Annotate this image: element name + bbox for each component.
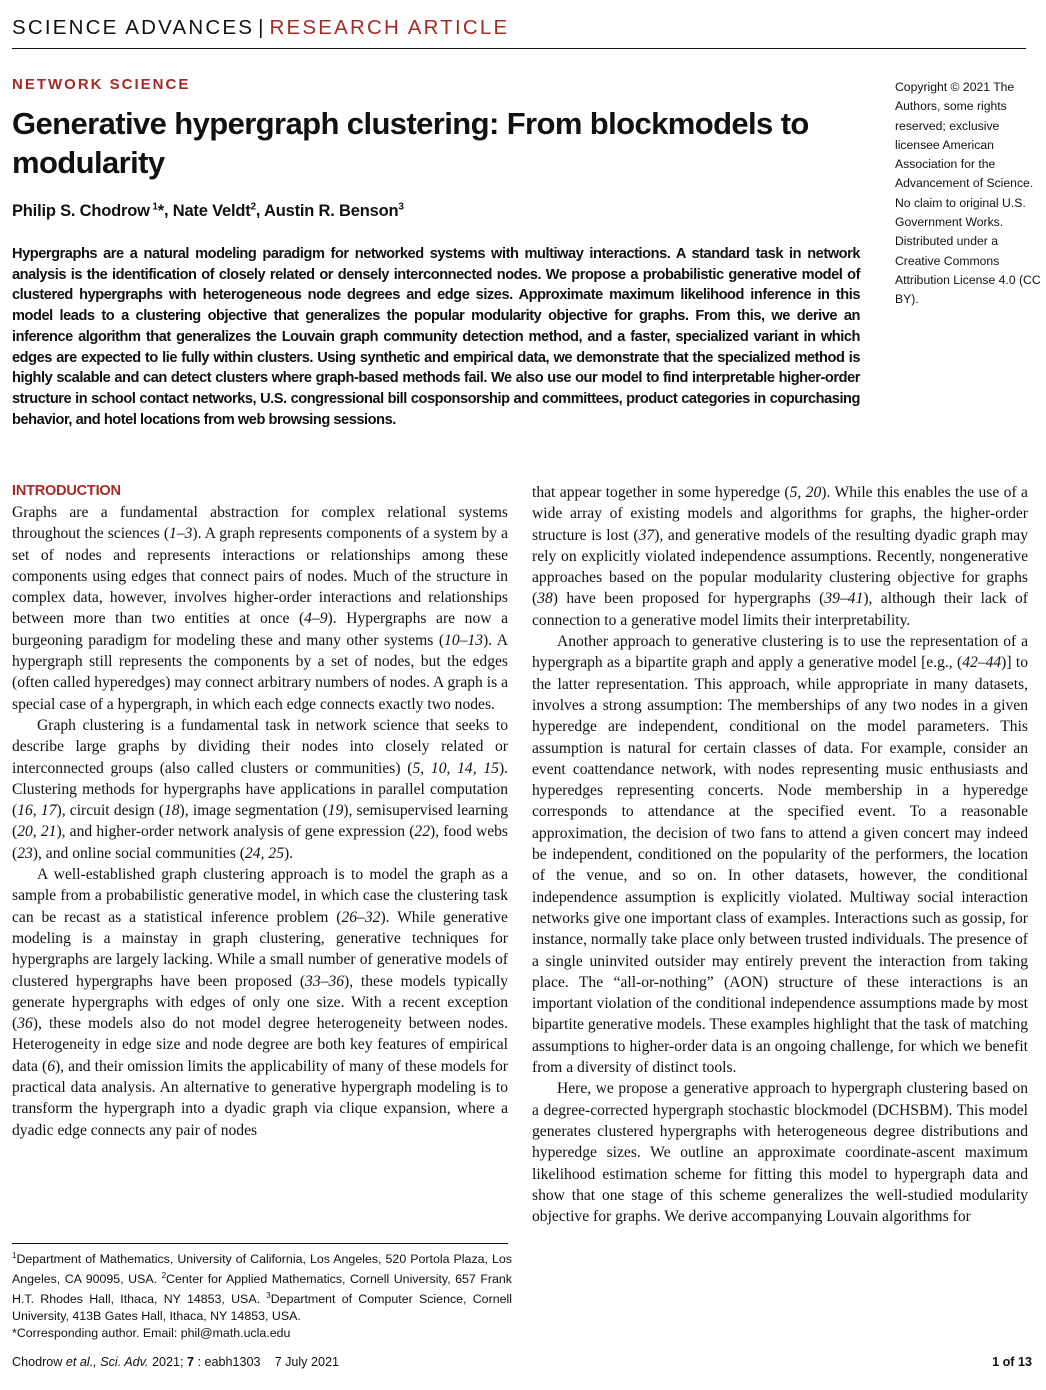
- affiliations: $^1$Department of Mathematics, University of California, Los Angeles, 520 Portola Plaza, Los Angeles, CA 90095, USA. $^2$Center for Applied Mathematics, Cornell University, 657 Frank H.T. Rhodes Hall, Ithaca, NY 14853, USA. $^3$Department of Computer Science, Cornell University, 413B Gates Hall, Ithaca, NY 14853, USA.: [12, 1251, 512, 1323]
- reference-citation[interactable]: 37: [638, 526, 655, 544]
- publication-date: 7 July 2021: [274, 1355, 339, 1369]
- citation-volume: 7: [187, 1355, 195, 1369]
- reference-citation[interactable]: 6: [47, 1057, 55, 1075]
- right-column-paragraphs: [532, 482, 1028, 1227]
- header-rule: [12, 48, 1026, 49]
- reference-citation[interactable]: 16: [17, 802, 33, 820]
- reference-citation[interactable]: 10: [430, 759, 447, 777]
- reference-citation[interactable]: 21: [40, 823, 57, 841]
- reference-citation[interactable]: 5: [412, 759, 421, 777]
- body-column-right: [532, 482, 1028, 1227]
- page-number: 1 of 13: [992, 1355, 1032, 1369]
- body-paragraph: that appear together in some hyperedge (5, 20). While this enables the use of a wide array of existing models and algorithms for graphs, the higher-order structure is lost (37), and generative models of the resulting dyadic graph may rely on explicitly violated independence assumptions. Recently, nongenerative approaches based on the popular modularity clustering objective for graphs (38) have been proposed for hypergraphs (39–41), although their lack of connection to a generative model limits their interpretability.: [532, 484, 1029, 629]
- affiliation-marker: 1: [12, 1251, 17, 1260]
- affiliation-marker: 2: [161, 1270, 167, 1280]
- reference-citation[interactable]: 20: [805, 484, 822, 501]
- reference-citation[interactable]: 23: [17, 844, 33, 862]
- citation-author: Chodrow: [12, 1355, 66, 1369]
- section-label: NETWORK SCIENCE: [12, 76, 191, 93]
- masthead-separator: |: [258, 16, 264, 39]
- left-column-paragraphs: [12, 502, 508, 1141]
- reference-citation[interactable]: 18: [163, 802, 180, 820]
- journal-masthead: [12, 16, 509, 40]
- body-paragraph: Another approach to generative clustering is to use the representation of a hypergraph as a bipartite graph and apply a generative model [e.g., (42–44)] to the latter representation. This approach, while appropriate in many datasets, involves a strong assumption: The memberships of any two nodes in a given hyperedge are independent, conditional on the model parameters. This assumption is natural for certain classes of data. For example, consider an event coattendance network, with nodes representing music enthusiasts and hyperedges representing concerts. Node membership in a hyperedge corresponds to attendance at the specified event. To a reasonable approximation, the decision of two fans to attend a given concert may indeed be independent, conditioned on the popularity of the performers, the location of the venue, and so on. In other datasets, however, the conditional independence assumption is explicitly violated. Multiway social interaction networks give one important class of examples. Interactions such as gossip, for instance, normally take place only between trusted individuals. The presence of a single uninvited outsider may entirely prevent the interaction from taking place. The “all-or-nothing” (AON) structure of these interactions is an important violation of the conditional independence assumptions made by most bipartite generative models. These examples highlight that the task of matching assumptions to higher-order data is an ongoing challenge, for which we benefit from a diversity of distinct tools.: [532, 633, 1028, 1077]
- citation-id: : eabh1303: [194, 1355, 261, 1369]
- reference-citation[interactable]: 1–3: [169, 525, 193, 543]
- journal-name: SCIENCE ADVANCES: [12, 16, 255, 39]
- article-type: RESEARCH ARTICLE: [269, 16, 510, 39]
- abstract: Hypergraphs are a natural modeling paradigm for networked systems with multiway interactions. A standard task in network analysis is the identification of closely related or densely interconnected nodes. We propose a probabilistic generative model of clustered hypergraphs with heterogeneous node degrees and edge sizes. Approximate maximum likelihood inference in this model leads to a clustering objective that generalizes the popular modularity objective for graphs. From this, we derive an inference algorithm that generalizes the Louvain graph community detection method, and a faster, specialized variant in which edges are expected to lie fully within clusters. Using synthetic and empirical data, we demonstrate that the specialized method is highly scalable and can detect clusters where graph-based methods fail. We also use our model to find interpretable higher-order structure in school contact networks, U.S. congressional bill cosponsorship and committees, product categories in copurchasing behavior, and hotel locations from web browsing sessions.: [12, 246, 860, 428]
- affiliation-footnotes: [12, 1248, 512, 1341]
- reference-citation[interactable]: 17: [40, 802, 57, 820]
- body-paragraph: Here, we propose a generative approach to hypergraph clustering based on a degree-corrected hypergraph stochastic blockmodel (DCHSBM). This model generates clustered hypergraphs with heterogeneous degree distributions and hyperedge sizes. We outline an approximate coordinate-ascent maximum likelihood estimation scheme for fitting this model to hypergraph data and show that one stage of this scheme generalizes the well-studied modularity objective for graphs. We derive accompanying Louvain algorithms for: [532, 1080, 1028, 1226]
- reference-citation[interactable]: 24: [245, 844, 261, 862]
- reference-citation[interactable]: 10–13: [444, 631, 484, 649]
- reference-citation[interactable]: 38: [537, 590, 553, 608]
- affiliation-marker: 3: [266, 1290, 271, 1300]
- author-affiliation-marker: 2: [250, 201, 256, 212]
- author-affiliation-marker: 1: [149, 201, 158, 212]
- body-paragraph: Graph clustering is a fundamental task in network science that seeks to describe large graphs by dividing their nodes into closely related or interconnected groups (also called clusters or communities) (5, 10, 14, 15). Clustering methods for hypergraphs have applications in parallel computation (16, 17), circuit design (18), image segmentation (19), semisupervised learning (20, 21), and higher-order network analysis of gene expression (22), food webs (23), and online social communities (24, 25).: [12, 716, 509, 862]
- citation-year: 2021;: [148, 1355, 188, 1369]
- author-affiliation-marker: 3: [398, 201, 404, 212]
- reference-citation[interactable]: 33–36: [305, 972, 345, 990]
- reference-citation[interactable]: 20: [17, 823, 33, 841]
- reference-citation[interactable]: 39–41: [824, 590, 864, 608]
- citation-journal: et al., Sci. Adv.: [65, 1355, 149, 1369]
- author-name: Austin R. Benson$^3$: [264, 201, 404, 220]
- article-title: Generative hypergraph clustering: From blockmodels to modularity: [12, 106, 809, 180]
- introduction-heading: INTRODUCTION: [12, 483, 121, 499]
- body-paragraph: A well-established graph clustering approach is to model the graph as a sample from a probabilistic generative model, in which case the clustering task can be recast as a statistical inference problem (26–32). While generative modeling is a mainstay in graph clustering, generative techniques for hypergraphs are largely lacking. While a small number of generative models of clustered hypergraphs have been proposed (33–36), these models typically generate hypergraphs with edges of only one size. With a recent exception (36), these models also do not model degree heterogeneity between nodes. Heterogeneity in edge size and node degree are both key features of empirical data (6), and their omission limits the applicability of many of these models for practical data analysis. An alternative to generative hypergraph modeling is to transform the hypergraph into a dyadic graph via clique expansion, where a dyadic edge connects any pair of nodes: [12, 866, 509, 1139]
- reference-citation[interactable]: 25: [268, 844, 284, 862]
- body-paragraph: Graphs are a fundamental abstraction for complex relational systems throughout the sciences (1–3). A graph represents components of a system by a set of nodes and represents interactions or relationships among these components using edges that connect pairs of nodes. Much of the structure in complex data, however, involves higher-order interactions and relationships between more than two entities at once (4–9). Hypergraphs are now a burgeoning paradigm for modeling these and many other systems (10–13). A hypergraph still represents the components by a set of nodes, but the edges (often called hyperedges) may connect arbitrary numbers of nodes. A graph is a special case of a hypergraph, in which each edge connects exactly two nodes.: [12, 504, 509, 713]
- reference-citation[interactable]: 36: [17, 1015, 33, 1033]
- author-name: Nate Veldt$^2$: [172, 201, 256, 220]
- reference-citation[interactable]: 5: [789, 484, 798, 501]
- reference-citation[interactable]: 42–44: [962, 654, 1002, 672]
- copyright-notice: Copyright © 2021 The Authors, some rights reserved; exclusive licensee American Association for the Advancement of Science. No claim to original U.S. Government Works. Distributed under a Creative Commons Attribution License 4.0 (CC BY).: [895, 80, 1041, 307]
- citation-line: [12, 1355, 339, 1369]
- footnote-rule: [12, 1243, 508, 1244]
- reference-citation[interactable]: 4–9: [304, 610, 328, 628]
- reference-citation[interactable]: 19: [327, 802, 344, 820]
- body-column-left: [12, 482, 508, 1141]
- reference-citation[interactable]: 14: [457, 759, 473, 777]
- author-list: Philip S. Chodrow $^1$*, Nate Veldt$^2$, Austin R. Benson$^3$: [12, 201, 404, 220]
- reference-citation[interactable]: 26–32: [341, 908, 381, 926]
- reference-citation[interactable]: 15: [483, 759, 499, 777]
- corresponding-author: *Corresponding author. Email: phil@math.ucla.edu: [12, 1325, 291, 1340]
- reference-citation[interactable]: 22: [414, 823, 430, 841]
- author-name: Philip S. Chodrow $^1$*: [12, 201, 164, 220]
